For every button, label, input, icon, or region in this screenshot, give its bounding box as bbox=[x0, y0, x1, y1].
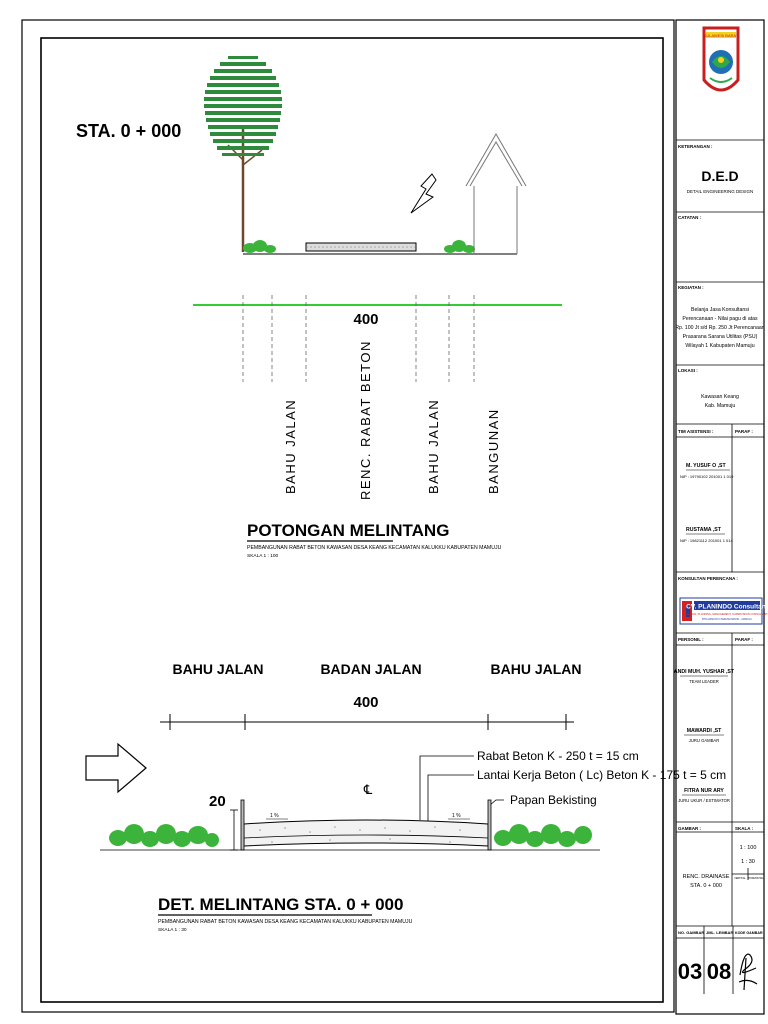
vertical-label-bahu-jalan-left: BAHU JALAN bbox=[283, 398, 298, 494]
keterangan-label: KETERANGAN : bbox=[678, 144, 713, 149]
potongan-title: POTONGAN MELINTANG bbox=[247, 521, 450, 540]
personil-1-name: ANDI MUH. YUSHAR ,ST bbox=[673, 669, 735, 675]
skala-value-2: 1 : 30 bbox=[741, 859, 755, 865]
ded-title: D.E.D bbox=[701, 168, 739, 184]
consultant-logo bbox=[680, 598, 768, 624]
potongan-subtitle: PEMBANGUNAN RABAT BETON KAWASAN DESA KEANG KECAMATAN KALUKKU KABUPATEN MAMUJU bbox=[247, 545, 502, 551]
asisten-2-nip: NIP : 19821112 201001 1 014 bbox=[680, 538, 733, 543]
no-gambar-value: 03 bbox=[677, 959, 703, 984]
top-dimension: 400 bbox=[353, 311, 379, 328]
shrub-icon bbox=[243, 240, 276, 253]
personil-paraf-label: PARAF : bbox=[735, 637, 753, 642]
kegiatan-line-4: Prasarana Sarana Utilitas (PSU) bbox=[682, 334, 758, 340]
shrub-icon bbox=[444, 240, 475, 253]
personil-1-role: TEAM LEADER bbox=[689, 679, 719, 684]
house-icon bbox=[466, 134, 526, 254]
vertical-label-bahu-jalan-right: BAHU JALAN bbox=[426, 398, 441, 494]
tim-asistensi-label: TIM ASISTENSI : bbox=[678, 429, 714, 434]
personil-2-name: MAWARDI ,ST bbox=[686, 728, 722, 734]
kode-gambar-signature-icon bbox=[739, 954, 757, 990]
direction-arrow-icon bbox=[86, 744, 146, 792]
potongan-scale: SKALA 1 : 100 bbox=[247, 554, 279, 559]
kegiatan-line-3: Rp. 100 Jt s/d Rp. 250 Jt Perencanaan bbox=[675, 325, 765, 331]
logo-banner: SULAWESI BARAT bbox=[703, 33, 739, 38]
det-title: DET. MELINTANG STA. 0 + 000 bbox=[158, 895, 404, 914]
ded-subtitle: DETAIL ENGINEERING DESIGN bbox=[686, 189, 754, 194]
drawing-frame bbox=[41, 38, 663, 1002]
outer-frame bbox=[22, 20, 674, 1012]
gambar-line-2: STA. 0 + 000 bbox=[690, 883, 722, 889]
personil-2-role: JURU GAMBAR bbox=[688, 738, 720, 743]
consultant-tagline: DESIGN, PLANNING, MANAGEMENT, SUPERVISION CONSULTANT bbox=[686, 613, 768, 616]
kode-gambar-label: KODE GAMBAR bbox=[735, 931, 763, 935]
slope-right: 1 % bbox=[452, 813, 461, 819]
no-gambar-label: NO. GAMBAR bbox=[678, 930, 705, 935]
detail-header-bahu-left: BAHU JALAN bbox=[172, 661, 264, 677]
pointer-arrow-icon bbox=[411, 174, 436, 213]
detail-dimension: 400 bbox=[353, 694, 379, 711]
tree-icon bbox=[204, 56, 282, 252]
annotation-papan-bekisting: Papan Bekisting bbox=[510, 793, 597, 807]
personil-label: PERSONIL : bbox=[678, 637, 704, 642]
vertical-label-bangunan: BANGUNAN bbox=[486, 408, 501, 494]
gambar-label: GAMBAR : bbox=[678, 826, 701, 831]
asisten-1-nip: NIP : 19790102 201001 1 019 bbox=[680, 474, 734, 479]
detail-header-badan-jalan: BADAN JALAN bbox=[320, 661, 422, 677]
kegiatan-line-5: Wilayah 1 Kabupaten Mamuju bbox=[685, 343, 755, 349]
det-subtitle: PEMBANGUNAN RABAT BETON KAWASAN DESA KEANG KECAMATAN KALUKKU KABUPATEN MAMUJU bbox=[158, 919, 413, 925]
paraf-label: PARAF : bbox=[735, 429, 753, 434]
kegiatan-label: KEGIATAN : bbox=[678, 285, 704, 290]
lokasi-line-2: Kab. Mamuju bbox=[704, 403, 736, 409]
centerline-symbol: ℄ bbox=[363, 782, 373, 797]
lokasi-label: LOKASI : bbox=[678, 368, 698, 373]
consultant-address: BTN MAMUNYU PERUMAHAN B1 - MAMUJU bbox=[702, 618, 752, 621]
title-block-dividers bbox=[673, 140, 764, 994]
konsultan-label: KONSULTAN PERENCANA : bbox=[678, 576, 738, 581]
skala-horizontal: HORIZONTAL bbox=[748, 877, 764, 880]
asisten-2-name: RUSTAMA ,ST bbox=[686, 527, 721, 533]
concrete-slab-section bbox=[241, 800, 491, 850]
vertical-label-rabat-beton: RENC. RABAT BETON bbox=[358, 340, 373, 500]
height-dimension bbox=[230, 810, 238, 850]
shrub-icon bbox=[494, 824, 592, 847]
personil-3-role: JURU UKUR / ESTIMATOR bbox=[678, 798, 730, 803]
asisten-1-name: M. YUSUF O ,ST bbox=[686, 463, 726, 469]
annotation-rabat-beton: Rabat Beton K - 250 t = 15 cm bbox=[477, 749, 639, 763]
jml-lembar-label: JML. LEMBAR bbox=[706, 930, 734, 935]
skala-label: SKALA : bbox=[735, 826, 754, 831]
lokasi-line-1: Kawasan Keang bbox=[701, 394, 739, 400]
consultant-name: CV. PLANINDO Consultant bbox=[686, 603, 768, 611]
shrub-icon bbox=[109, 824, 219, 847]
dimension-line bbox=[160, 714, 574, 730]
skala-value-1: 1 : 100 bbox=[739, 845, 757, 851]
jml-lembar-value: 08 bbox=[706, 959, 732, 984]
annotation-lantai-kerja: Lantai Kerja Beton ( Lc) Beton K - 175 t = 5 cm bbox=[477, 768, 727, 782]
kegiatan-line-1: Belanja Jasa Konsultansi bbox=[691, 307, 749, 313]
proposed-slab bbox=[306, 243, 416, 251]
gambar-line-1: RENC. DRAINASE bbox=[682, 874, 730, 880]
skala-vertikal: VERTIKAL bbox=[734, 877, 746, 880]
sta-label: STA. 0 + 000 bbox=[76, 121, 182, 141]
det-scale: SKALA 1 : 30 bbox=[158, 928, 187, 933]
height-label: 20 bbox=[209, 793, 226, 810]
slope-left: 1 % bbox=[270, 813, 279, 819]
personil-3-name: FITRA NUR ARY bbox=[684, 788, 724, 794]
province-logo bbox=[704, 28, 739, 90]
kegiatan-line-2: Perencanaan - Nilai pagu di atas bbox=[682, 316, 758, 322]
catatan-label: CATATAN : bbox=[678, 215, 702, 220]
detail-header-bahu-right: BAHU JALAN bbox=[490, 661, 582, 677]
